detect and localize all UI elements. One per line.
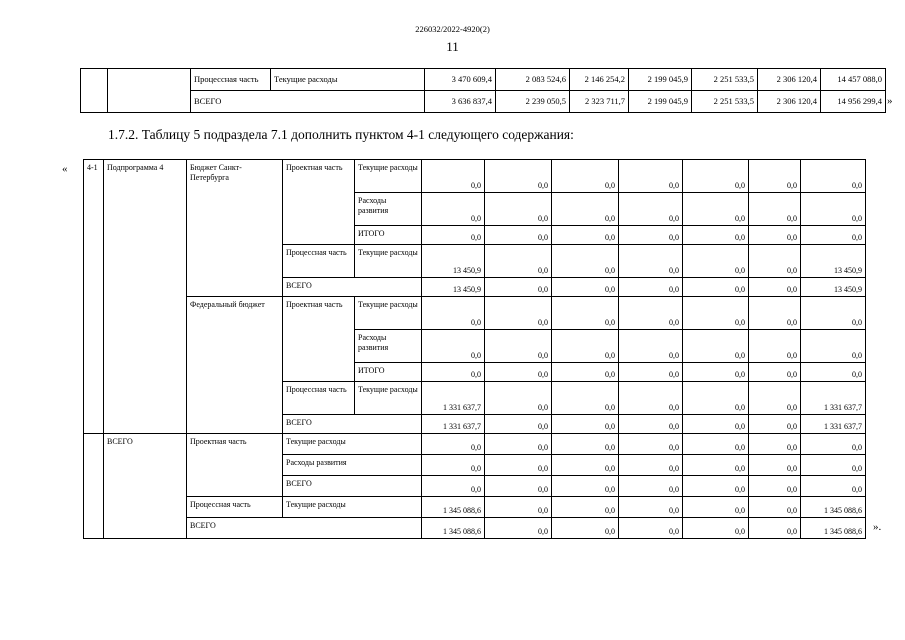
value-cell: 0,0	[801, 434, 866, 455]
value-cell: 13 450,9	[801, 245, 866, 278]
value-cell: 0,0	[552, 278, 619, 297]
table-row	[81, 69, 886, 91]
expense-type: Текущие расходы	[355, 382, 422, 415]
value-cell: 0,0	[683, 160, 749, 193]
value-cell: 0,0	[683, 497, 749, 518]
value-cell: 0,0	[619, 476, 683, 497]
value-cell: 0,0	[619, 382, 683, 415]
value-cell: 0,0	[485, 434, 552, 455]
value-cell: 2 146 254,2	[570, 69, 629, 91]
value-cell: 0,0	[485, 363, 552, 382]
expense-type: Расходы развития	[355, 330, 422, 363]
value-cell: 13 450,9	[422, 278, 485, 297]
budget-spb: Бюджет Санкт-Петербурга	[187, 160, 283, 297]
value-cell: 0,0	[619, 497, 683, 518]
table-row	[84, 434, 866, 455]
value-cell: 0,0	[485, 226, 552, 245]
value-cell: 0,0	[552, 476, 619, 497]
row-label: ВСЕГО	[191, 91, 425, 113]
value-cell: 0,0	[683, 518, 749, 539]
value-cell: 0,0	[683, 226, 749, 245]
value-cell: 0,0	[552, 434, 619, 455]
value-cell: 2 199 045,9	[629, 91, 692, 113]
value-cell: 0,0	[801, 455, 866, 476]
value-cell: 0,0	[552, 330, 619, 363]
budget-table	[83, 159, 866, 539]
value-cell: 0,0	[552, 382, 619, 415]
value-cell: 0,0	[801, 226, 866, 245]
value-cell: 14 457 088,0	[821, 69, 886, 91]
expense-type: Текущие расходы	[355, 245, 422, 278]
value-cell: 0,0	[749, 363, 801, 382]
value-cell: 13 450,9	[422, 245, 485, 278]
value-cell: 0,0	[552, 160, 619, 193]
value-cell: 0,0	[485, 415, 552, 434]
value-cell: 0,0	[801, 476, 866, 497]
value-cell: 0,0	[485, 278, 552, 297]
value-cell: 0,0	[619, 297, 683, 330]
value-cell: 0,0	[801, 363, 866, 382]
expense-type: Расходы развития	[355, 193, 422, 226]
value-cell: 0,0	[619, 160, 683, 193]
row-label: Процессная часть	[191, 69, 271, 91]
value-cell: 0,0	[422, 455, 485, 476]
value-cell: 0,0	[801, 193, 866, 226]
blank-cell	[108, 69, 191, 113]
value-cell: 1 331 637,7	[422, 382, 485, 415]
value-cell: 0,0	[619, 226, 683, 245]
value-cell: 1 345 088,6	[801, 497, 866, 518]
blank-cell	[84, 434, 104, 539]
subtotal-label: ВСЕГО	[283, 476, 422, 497]
blank-cell	[81, 69, 108, 113]
section-heading: 1.7.2. Таблицу 5 подраздела 7.1 дополнить пунктом 4-1 следующего содержания:	[108, 127, 574, 142]
value-cell: 0,0	[552, 497, 619, 518]
value-cell: 0,0	[552, 415, 619, 434]
value-cell: 0,0	[485, 382, 552, 415]
value-cell: 0,0	[485, 476, 552, 497]
value-cell: 0,0	[801, 160, 866, 193]
value-cell: 0,0	[552, 297, 619, 330]
value-cell: 0,0	[485, 297, 552, 330]
process-part: Процессная часть	[283, 382, 355, 415]
value-cell: 2 199 045,9	[629, 69, 692, 91]
value-cell: 0,0	[552, 193, 619, 226]
value-cell: 13 450,9	[801, 278, 866, 297]
value-cell: 0,0	[485, 455, 552, 476]
value-cell: 0,0	[749, 476, 801, 497]
value-cell: 0,0	[485, 193, 552, 226]
item-number: 4-1	[84, 160, 104, 434]
value-cell: 1 345 088,6	[422, 497, 485, 518]
value-cell: 0,0	[552, 455, 619, 476]
value-cell: 0,0	[619, 518, 683, 539]
value-cell: 0,0	[552, 363, 619, 382]
value-cell: 0,0	[749, 278, 801, 297]
value-cell: 0,0	[683, 434, 749, 455]
value-cell: 1 331 637,7	[422, 415, 485, 434]
value-cell: 0,0	[683, 382, 749, 415]
value-cell: 1 331 637,7	[801, 382, 866, 415]
row-sublabel: Текущие расходы	[271, 69, 425, 91]
value-cell: 2 251 533,5	[692, 69, 758, 91]
expense-type: Текущие расходы	[283, 434, 422, 455]
value-cell: 0,0	[422, 226, 485, 245]
value-cell: 0,0	[552, 226, 619, 245]
expense-type: Текущие расходы	[355, 297, 422, 330]
value-cell: 0,0	[683, 278, 749, 297]
budget-federal: Федеральный бюджет	[187, 297, 283, 434]
value-cell: 1 331 637,7	[801, 415, 866, 434]
value-cell: 0,0	[749, 497, 801, 518]
value-cell: 3 636 837,4	[425, 91, 496, 113]
value-cell: 0,0	[619, 193, 683, 226]
value-cell: 0,0	[683, 415, 749, 434]
value-cell: 0,0	[749, 193, 801, 226]
value-cell: 0,0	[683, 476, 749, 497]
value-cell: 0,0	[801, 330, 866, 363]
value-cell: 0,0	[485, 330, 552, 363]
value-cell: 0,0	[749, 245, 801, 278]
value-cell: 0,0	[422, 330, 485, 363]
value-cell: 0,0	[422, 434, 485, 455]
table-row	[84, 518, 866, 539]
table-row	[84, 497, 866, 518]
value-cell: 0,0	[422, 297, 485, 330]
value-cell: 0,0	[552, 245, 619, 278]
value-cell: 0,0	[485, 245, 552, 278]
value-cell: 0,0	[422, 476, 485, 497]
value-cell: 2 251 533,5	[692, 91, 758, 113]
value-cell: 2 239 050,5	[496, 91, 570, 113]
expense-type: Текущие расходы	[355, 160, 422, 193]
value-cell: 0,0	[485, 160, 552, 193]
value-cell: 0,0	[749, 330, 801, 363]
value-cell: 0,0	[683, 245, 749, 278]
total-label: ВСЕГО	[283, 278, 422, 297]
value-cell: 0,0	[619, 455, 683, 476]
process-part: Процессная часть	[187, 497, 283, 518]
subtotal-label: ИТОГО	[355, 363, 422, 382]
total-label: ВСЕГО	[187, 518, 422, 539]
value-cell: 0,0	[422, 193, 485, 226]
value-cell: 0,0	[683, 455, 749, 476]
project-part: Проектная часть	[187, 434, 283, 497]
project-part: Проектная часть	[283, 297, 355, 382]
total-label: ВСЕГО	[283, 415, 422, 434]
value-cell: 0,0	[422, 363, 485, 382]
value-cell: 2 083 524,6	[496, 69, 570, 91]
value-cell: 0,0	[749, 415, 801, 434]
value-cell: 0,0	[422, 160, 485, 193]
value-cell: 0,0	[801, 297, 866, 330]
value-cell: 0,0	[485, 518, 552, 539]
closing-quote: ».	[873, 521, 882, 533]
subprogram-name: Подпрограмма 4	[104, 160, 187, 434]
expense-type: Расходы развития	[283, 455, 422, 476]
value-cell: 0,0	[683, 297, 749, 330]
value-cell: 0,0	[619, 434, 683, 455]
value-cell: 14 956 299,4	[821, 91, 886, 113]
value-cell: 0,0	[552, 518, 619, 539]
closing-quote: »	[887, 95, 893, 107]
grand-total-label: ВСЕГО	[104, 434, 187, 539]
value-cell: 0,0	[749, 455, 801, 476]
process-part: Процессная часть	[283, 245, 355, 278]
table-row	[81, 91, 886, 113]
table-row	[84, 297, 866, 330]
value-cell: 1 345 088,6	[801, 518, 866, 539]
value-cell: 2 306 120,4	[758, 91, 821, 113]
value-cell: 0,0	[749, 382, 801, 415]
subtotal-label: ИТОГО	[355, 226, 422, 245]
value-cell: 0,0	[749, 226, 801, 245]
opening-quote: «	[62, 163, 68, 175]
value-cell: 0,0	[619, 245, 683, 278]
value-cell: 0,0	[749, 297, 801, 330]
value-cell: 0,0	[619, 415, 683, 434]
value-cell: 0,0	[683, 193, 749, 226]
value-cell: 2 306 120,4	[758, 69, 821, 91]
value-cell: 1 345 088,6	[422, 518, 485, 539]
value-cell: 3 470 609,4	[425, 69, 496, 91]
value-cell: 0,0	[749, 434, 801, 455]
continuation-table	[80, 68, 886, 113]
value-cell: 0,0	[683, 363, 749, 382]
value-cell: 0,0	[619, 330, 683, 363]
table-row	[84, 160, 866, 193]
page-number: 11	[446, 39, 459, 54]
value-cell: 0,0	[683, 330, 749, 363]
value-cell: 0,0	[749, 518, 801, 539]
project-part: Проектная часть	[283, 160, 355, 245]
document-id: 226032/2022-4920(2)	[415, 24, 490, 34]
expense-type: Текущие расходы	[283, 497, 422, 518]
value-cell: 0,0	[485, 497, 552, 518]
value-cell: 0,0	[749, 160, 801, 193]
value-cell: 0,0	[619, 278, 683, 297]
value-cell: 0,0	[619, 363, 683, 382]
value-cell: 2 323 711,7	[570, 91, 629, 113]
